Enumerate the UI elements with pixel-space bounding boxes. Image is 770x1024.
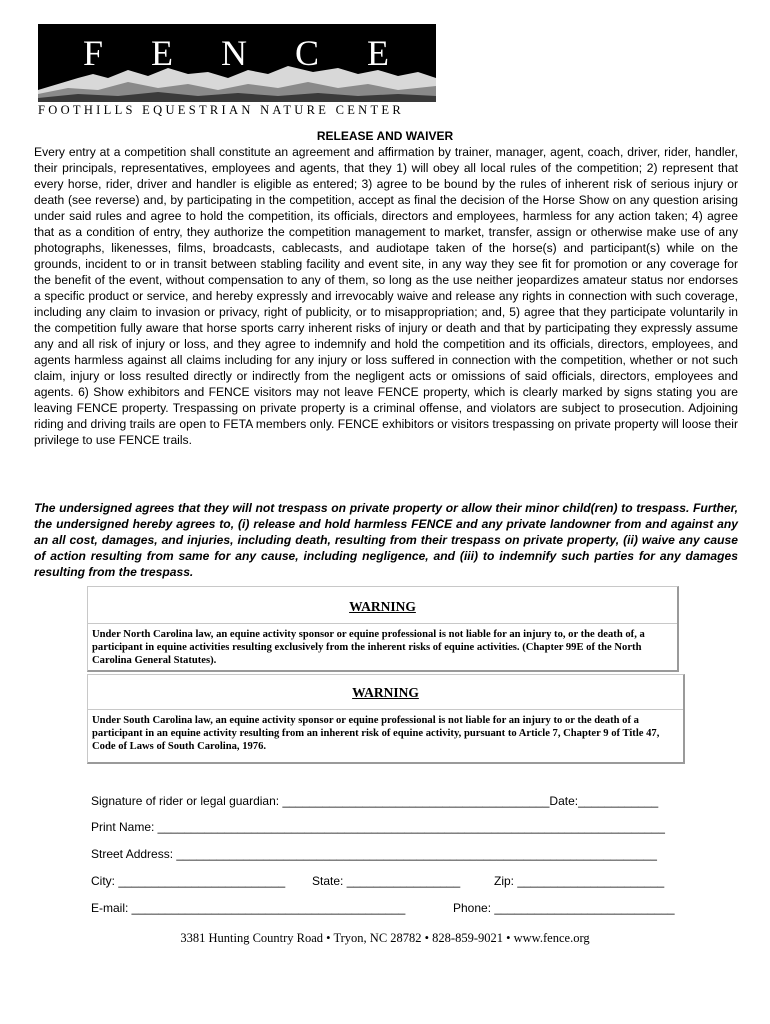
sc-warning-box [87, 674, 685, 764]
logo-letter: F [82, 33, 106, 73]
signature-field[interactable]: Signature of rider or legal guardian: ________________________________________Date:____________ [91, 794, 659, 808]
warning-text: Under South Carolina law, an equine activity sponsor or equine professional is not liable for an injury to or the death of a participant in an equine activity resulting from an inherent risk of equine activity, pursuant to Article 7, Chapter 9 of Title 47, Code of Laws of South Carolina, 1976. [92, 715, 660, 753]
zip-field[interactable]: Zip: ______________________ [494, 874, 665, 888]
state-field[interactable]: State: _________________ [312, 874, 461, 888]
logo-subtitle: FOOTHILLS EQUESTRIAN NATURE CENTER [38, 103, 405, 117]
divider [88, 623, 677, 624]
city-field[interactable]: City: _________________________ [91, 874, 286, 888]
mountains-icon [38, 60, 436, 102]
logo-letter: E [151, 33, 175, 73]
fence-logo [38, 24, 436, 102]
warning-text: Under North Carolina law, an equine activity sponsor or equine professional is not liable for an injury to, or the death of, a participant in equine activities resulting exclusively from the inherent risks of equine activities. (Chapter 99E of the North Carolina General Statutes). [92, 629, 645, 667]
page-title: RELEASE AND WAIVER [316, 129, 454, 143]
logo-letter: C [294, 33, 321, 73]
warning-heading: WARNING [352, 685, 419, 700]
street-address-field[interactable]: Street Address: ________________________________________________________________________ [91, 847, 657, 861]
print-name-field[interactable]: Print Name: ____________________________________________________________________________ [91, 820, 665, 834]
email-field[interactable]: E-mail: _________________________________________ [91, 901, 406, 915]
phone-field[interactable]: Phone: ___________________________ [453, 901, 675, 915]
warning-heading: WARNING [349, 599, 416, 614]
divider [88, 709, 683, 710]
logo-letter: E [366, 33, 391, 73]
trespass-paragraph: The undersigned agrees that they will not trespass on private property or allow their minor child(ren) to trespass. Further, the undersigned hereby agrees to, (i) release and hold harmless FENCE and any private landowner from and against any an all cost, damages, and injuries, including death, resulting from their trespass on private property, (ii) waive any cause of action resulting from same for any cause, including negligence, and (iii) to indemnify such parties for any damages resulting from the trespass. [34, 501, 738, 579]
footer-address: 3381 Hunting Country Road • Tryon, NC 28782 • 828-859-9021 • www.fence.org [180, 931, 590, 945]
logo-letter: N [220, 33, 249, 73]
nc-warning-box [87, 586, 679, 672]
release-body-paragraph: Every entry at a competition shall constitute an agreement and affirmation by trainer, manager, agent, coach, driver, rider, handler, their principals, representatives, employees and agents, that they 1) will obey all local rules of the competition; 2) represent that every horse, rider, driver and handler is eligible as entered; 3) agree to be bound by the rules of inherent risk of serious injury or death (see reverse) and, by participating in the competition, accept as final the decision of the Horse Show on any question arising under said rules and agree to hold the competition, its officials, directors and employees, harmless for any action taken; 4) agree that as a condition of entry, they authorize the competition management to market, transfer, assign or otherwise make use of any photographs, likenesses, films, broadcasts, cablecasts, and audiotape taken of the horse(s) and participant(s) while on the grounds, incident to or in transit between stabling facility and event site, in any way they see fit for promotion or any coverage for the benefit of the event, without compensation to any of them, so long as the use neither jeopardizes amateur status nor endorses a specific product or service, and hereby expressly and irrevocably waive and release any rights in connection with such coverage, including any claim to invasion or privacy, right of publicity, or to misappropriation; and, 5) agree that they participate voluntarily in the competition fully aware that horse sports carry inherent risks of injury or death and that by participating they expressly assume any and all risk of injury or loss, and they agree to indemnify and hold the competition and its officials, directors, employees, and agents harmless against all claims including for any injury or loss suffered in connection with the competition, whether or not such claim, injury or loss resulted directly or indirectly from the negligent acts or omissions of said officials, directors, employees and agents. 6) Show exhibitors and FENCE visitors may not leave FENCE property, which is clearly marked by signs stating you are leaving FENCE property. Trespassing on private property is a criminal offense, and violators are subject to prosecution. Adjoining riding and driving trails are open to FETA members only. FENCE exhibitors or visitors trespassing on private property will loose their privilege to use FENCE trails. [34, 145, 738, 447]
